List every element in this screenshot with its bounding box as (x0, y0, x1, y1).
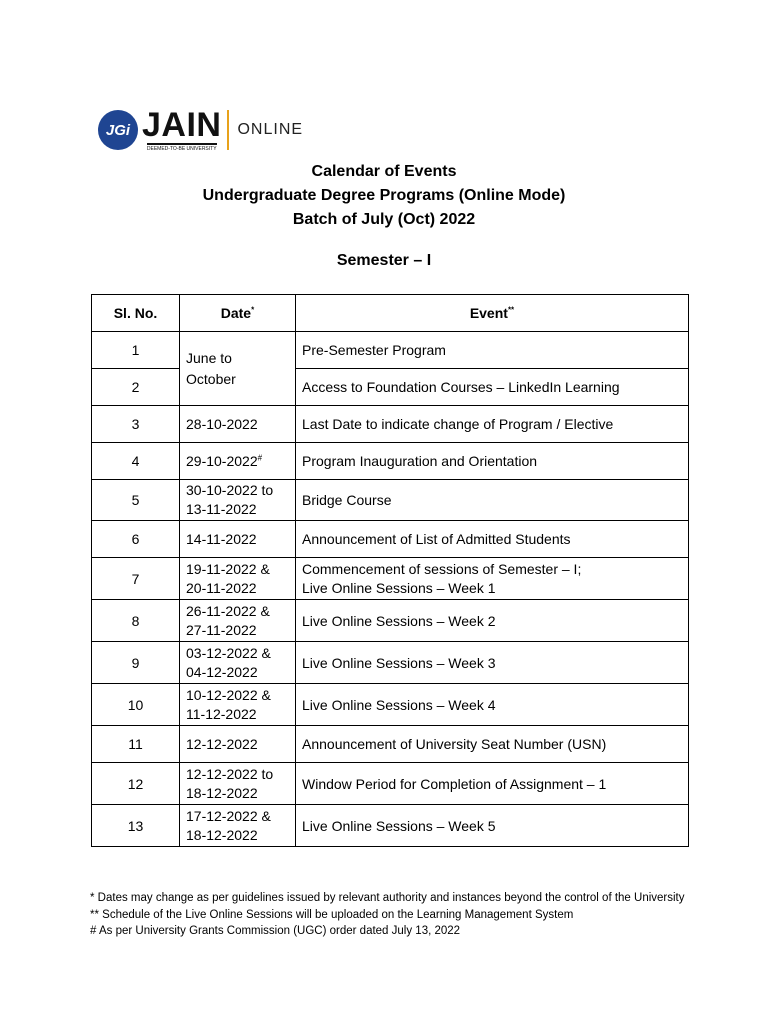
events-table (91, 294, 689, 847)
date-cell: 12-12-2022 to 18-12-2022 (180, 763, 296, 805)
semester-heading: Semester – I (336, 252, 432, 269)
table-header-row (92, 295, 689, 332)
header-event-mark: ** (507, 305, 515, 315)
event-cell: Live Online Sessions – Week 2 (296, 600, 689, 642)
table-row (92, 332, 689, 369)
date-cell: 10-12-2022 & 11-12-2022 (180, 684, 296, 726)
table-row (92, 443, 689, 480)
header-event: Event** (296, 295, 689, 332)
date-cell: June to October (180, 332, 296, 406)
logo-divider (227, 110, 229, 150)
table-row (92, 480, 689, 521)
sl-cell: 7 (92, 558, 180, 600)
sl-cell: 1 (92, 332, 180, 369)
table-row (92, 684, 689, 726)
date-cell: 12-12-2022 (180, 726, 296, 763)
table-row (92, 406, 689, 443)
date-cell: 28-10-2022 (180, 406, 296, 443)
event-cell: Last Date to indicate change of Program / Elective (296, 406, 689, 443)
footnotes (90, 890, 690, 940)
sl-cell: 10 (92, 684, 180, 726)
document-title-block (0, 160, 768, 232)
event-cell: Announcement of List of Admitted Students (296, 521, 689, 558)
sl-cell: 6 (92, 521, 180, 558)
event-cell: Access to Foundation Courses – LinkedIn Learning (296, 369, 689, 406)
table-row (92, 805, 689, 847)
event-cell: Live Online Sessions – Week 3 (296, 642, 689, 684)
logo-online-text: ONLINE (237, 121, 304, 138)
title-line-3: Batch of July (Oct) 2022 (292, 211, 476, 228)
date-cell: 26-11-2022 & 27-11-2022 (180, 600, 296, 642)
footnote-live-sessions: ** Schedule of the Live Online Sessions will be uploaded on the Learning Management System (90, 908, 574, 921)
date-cell: 30-10-2022 to 13-11-2022 (180, 480, 296, 521)
jgi-badge: JGi (98, 110, 138, 150)
date-footnote-mark: # (257, 453, 263, 463)
header-sl-no: Sl. No. (92, 295, 180, 332)
event-cell: Program Inauguration and Orientation (296, 443, 689, 480)
date-cell: 03-12-2022 & 04-12-2022 (180, 642, 296, 684)
sl-cell: 8 (92, 600, 180, 642)
sl-cell: 13 (92, 805, 180, 847)
sl-cell: 12 (92, 763, 180, 805)
event-cell: Pre-Semester Program (296, 332, 689, 369)
title-line-1: Calendar of Events (311, 163, 457, 180)
event-cell: Bridge Course (296, 480, 689, 521)
sl-cell: 11 (92, 726, 180, 763)
table-row (92, 726, 689, 763)
event-cell: Window Period for Completion of Assignment – 1 (296, 763, 689, 805)
logo-wordmark (142, 108, 221, 152)
date-cell: 14-11-2022 (180, 521, 296, 558)
logo-jain-text: JAIN (142, 106, 222, 144)
event-cell: Live Online Sessions – Week 4 (296, 684, 689, 726)
logo-tagline: DEEMED-TO-BE UNIVERSITY (147, 143, 217, 152)
header-date-mark: * (251, 305, 255, 315)
sl-cell: 9 (92, 642, 180, 684)
date-cell: 19-11-2022 & 20-11-2022 (180, 558, 296, 600)
sl-cell: 4 (92, 443, 180, 480)
sl-cell: 3 (92, 406, 180, 443)
jain-online-logo (90, 100, 322, 160)
table-row (92, 642, 689, 684)
table-row (92, 521, 689, 558)
event-cell: Commencement of sessions of Semester – I; Live Online Sessions – Week 1 (296, 558, 689, 600)
footnote-dates: * Dates may change as per guidelines issued by relevant authority and instances beyond the control of the University (90, 892, 685, 904)
title-line-2: Undergraduate Degree Programs (Online Mode) (202, 187, 566, 204)
footnote-ugc: # As per University Grants Commission (UGC) order dated July 13, 2022 (90, 925, 461, 937)
header-date: Date* (180, 295, 296, 332)
sl-cell: 2 (92, 369, 180, 406)
date-cell: 29-10-2022# (180, 443, 296, 480)
table-row (92, 600, 689, 642)
table-row (92, 558, 689, 600)
table-row (92, 763, 689, 805)
event-cell: Live Online Sessions – Week 5 (296, 805, 689, 847)
event-cell: Announcement of University Seat Number (USN) (296, 726, 689, 763)
sl-cell: 5 (92, 480, 180, 521)
date-cell: 17-12-2022 & 18-12-2022 (180, 805, 296, 847)
